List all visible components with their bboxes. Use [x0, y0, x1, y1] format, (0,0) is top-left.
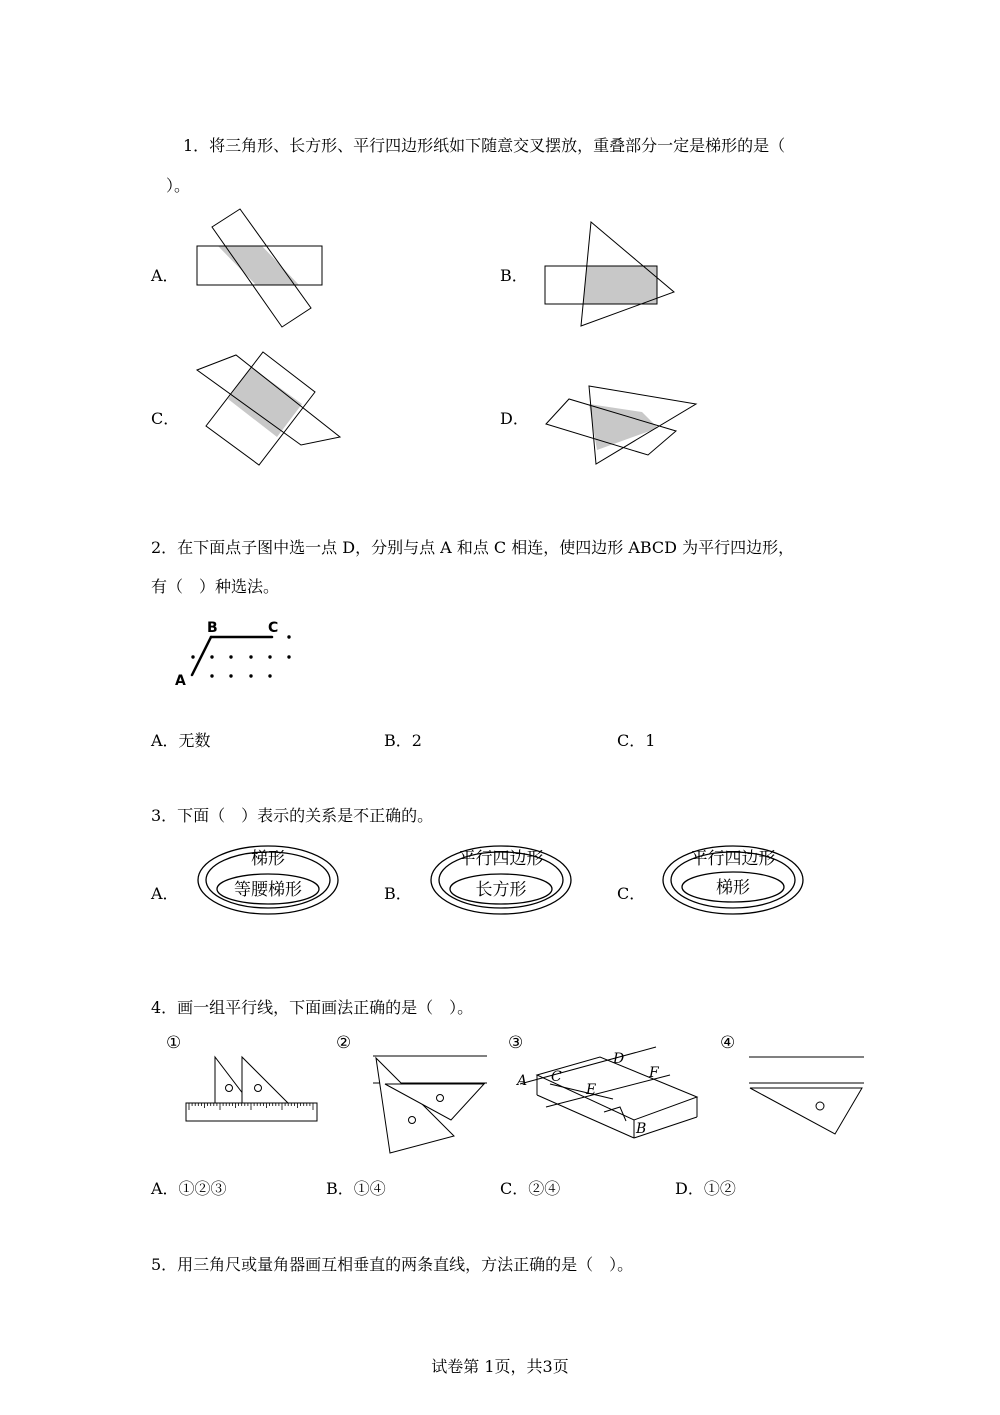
q1-text-line2: ）。 [166, 176, 191, 195]
q3-venn-a [195, 843, 340, 918]
q3-c-outer-label: 平行四边形 [690, 849, 776, 869]
q4-point-b-label: B [636, 1121, 647, 1137]
q4-point-c-label: C [551, 1069, 562, 1085]
q1-figure-b [540, 215, 680, 330]
q1-option-d-label: D． [500, 409, 529, 428]
q3-a-outer-label: 梯形 [251, 849, 285, 869]
q4-option-c: C．②④ [500, 1179, 561, 1198]
q4-figure-2 [368, 1048, 493, 1158]
q4-text: 4．画一组平行线，下面画法正确的是（ ）。 [151, 998, 474, 1017]
page-footer: 试卷第 1页，共3页 [431, 1357, 569, 1376]
q4-option-d: D．①② [675, 1179, 736, 1198]
q3-b-outer-label: 平行四边形 [458, 849, 544, 869]
q4-figure-4 [745, 1050, 867, 1140]
q2-point-a-label: A [175, 673, 186, 689]
q4-figure-1 [180, 1050, 325, 1125]
q3-option-a-label: A． [151, 884, 179, 903]
q5-text: 5．用三角尺或量角器画互相垂直的两条直线，方法正确的是（ ）。 [151, 1255, 634, 1274]
q2-text-line2: 有（ ）种选法。 [151, 577, 280, 596]
q1-option-c-label: C． [151, 409, 180, 428]
q2-dot-grid-figure [170, 612, 300, 692]
q4-figure-4-label: ④ [720, 1033, 736, 1053]
q3-b-inner-label: 长方形 [475, 880, 527, 900]
q1-figure-d [540, 380, 705, 470]
q2-option-b: B．2 [384, 731, 422, 750]
q3-a-inner-label: 等腰梯形 [234, 880, 302, 900]
q4-point-e-label: E [586, 1082, 597, 1098]
q1-option-b-label: B． [500, 266, 528, 285]
q2-point-b-label: B [207, 620, 218, 636]
q3-option-b-label: B． [384, 884, 412, 903]
q1-option-a-label: A． [151, 266, 179, 285]
q1-figure-a [190, 200, 330, 335]
q3-venn-b [428, 843, 573, 918]
q4-figure-1-label: ① [166, 1033, 182, 1053]
q2-option-a: A．无数 [151, 731, 211, 750]
q3-option-c-label: C． [617, 884, 646, 903]
q3-venn-c [660, 843, 805, 918]
q4-point-a-label: A [517, 1073, 528, 1089]
q4-point-d-label: D [613, 1051, 625, 1067]
q4-option-b: B．①④ [326, 1179, 386, 1198]
q4-option-a: A．①②③ [151, 1179, 227, 1198]
q4-figure-3-label: ③ [508, 1033, 524, 1053]
q1-text-line1: 1．将三角形、长方形、平行四边形纸如下随意交叉摆放，重叠部分一定是梯形的是（ [183, 136, 786, 155]
q2-option-c: C．1 [617, 731, 656, 750]
q2-text-line1: 2．在下面点子图中选一点 D，分别与点 A 和点 C 相连，使四边形 ABCD 为平行四边形， [151, 538, 795, 557]
q4-figure-3 [512, 1045, 702, 1140]
q4-figure-2-label: ② [336, 1033, 352, 1053]
q3-c-inner-label: 梯形 [716, 878, 750, 898]
q3-text: 3．下面（ ）表示的关系是不正确的。 [151, 806, 434, 825]
q4-point-f-label: F [649, 1065, 659, 1081]
q1-figure-c [190, 345, 350, 470]
q2-point-c-label: C [268, 620, 279, 636]
